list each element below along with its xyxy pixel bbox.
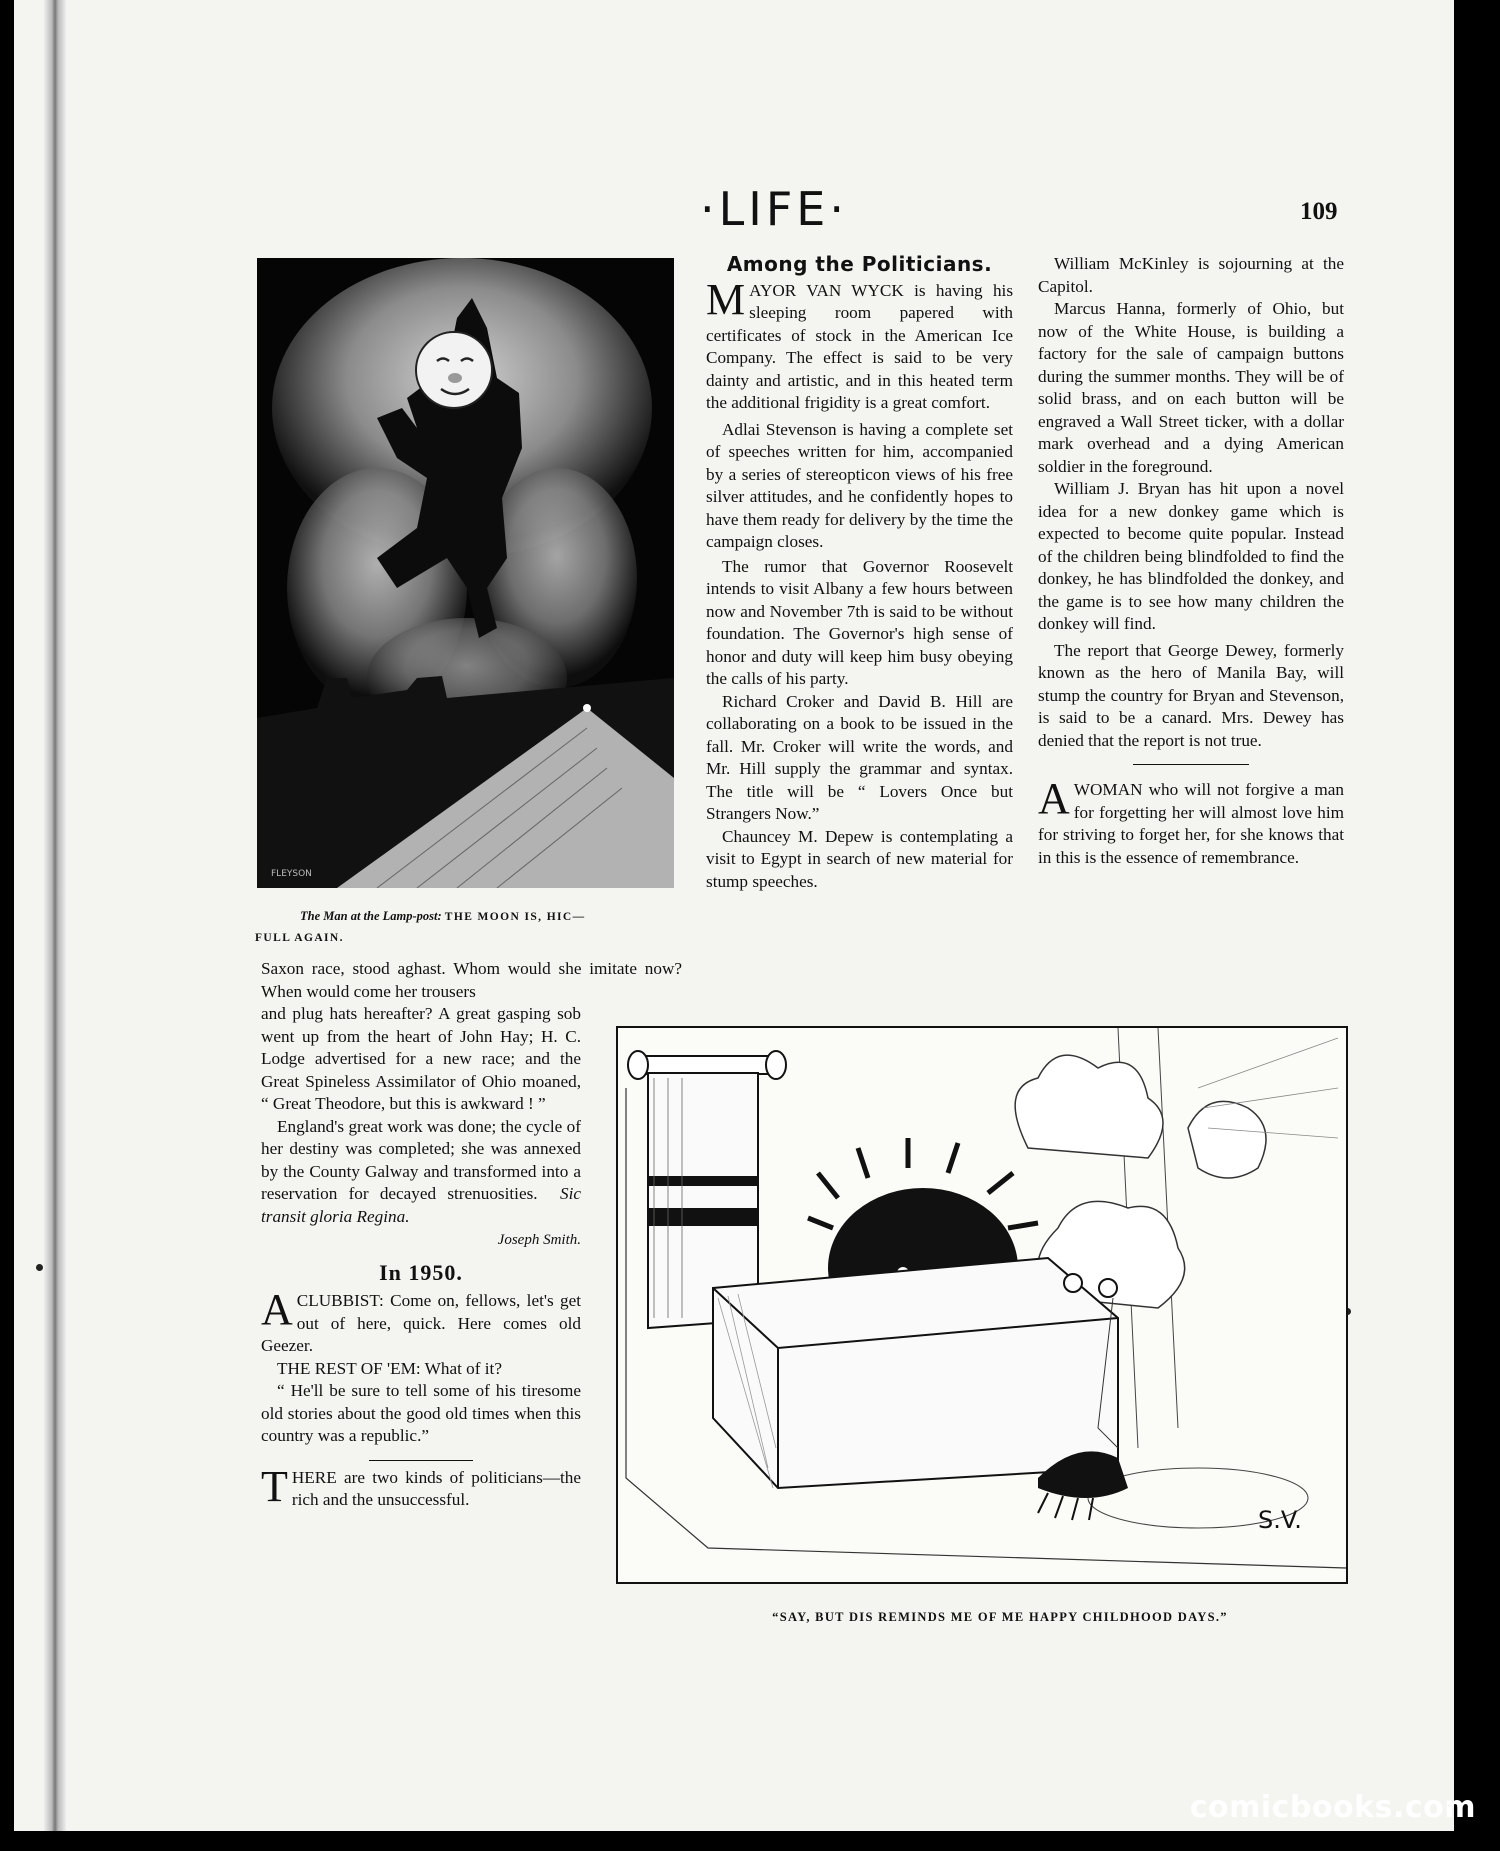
politicians-paragraph-8: William J. Bryan has hit upon a novel idea for a new donkey game which is expected to become quite popular. Instead of the children being blindfolded to find the donkey, he has blindfolded the donkey, and the game is to see how many children the donkey will find. [1038,479,1344,633]
moon-cartoon-illustration [257,258,674,888]
watermark: comicbooks.com [1189,1790,1476,1825]
signature-line [261,1228,581,1252]
politicians-paragraph-4: Richard Croker and David B. Hill are collaborating on a book to be issued in the fall. Mr. Croker will write the words, and Mr. Hill supply the grammar and syntax. The title will be “ Lovers Once but Strangers Now.” [706,691,1013,823]
speaker-1: CLUBBIST: [296,1291,384,1310]
section-divider [1133,764,1249,765]
two-kinds-text: are two kinds of politicians—the rich and the unsuccessful. [291,1467,582,1509]
dog-bath-cartoon [616,1026,1348,1584]
caption-italic: The Man at the Lamp-post: [300,909,442,923]
moon-man-drawing [257,258,674,888]
woman-paragraph [1038,774,1345,869]
politicians-paragraph-6: William McKinley is sojourning at the Capitol. [1038,254,1344,296]
left-paragraph-2: and plug hats hereafter? A great gasping sob went up from the heart of John Hay; H. C. Lodge advertised for a new race; and the Great Spineless Assimilator of Ohio moaned, “ Great Theodore, but this is awkward ! ” [261,1004,581,1113]
dog-bath-drawing [618,1028,1346,1582]
speaker-2: THE REST OF 'EM: [277,1358,421,1378]
two-kinds-dropcap: T [261,1461,288,1511]
woman-lead: WOMAN [1073,780,1143,799]
two-kinds-lead: HERE [291,1467,337,1487]
book-spine [44,0,66,1831]
latin-phrase: Sic transit gloria Regina. [261,1184,582,1226]
politicians-paragraph-3: The rumor that Governor Roosevelt intends to visit Albany a few hours between now and November 7th is said to be without foundation. The Governor's high sense of honor and duty will keep him busy obeying the calls of his party. [706,556,1013,688]
woman-dropcap: A [1038,774,1070,823]
politicians-dropcap: M [706,274,746,324]
caption-small-2: FULL AGAIN. [255,932,344,944]
left-column-top [261,958,682,1003]
politicians-text-1: is having his sleeping room papered with certificates of stock in the American Ice Company. The effect is said to be very dainty and artistic, and in this heated term the additional frigidity is a great comfort. [706,280,1014,412]
cartoonist-signature: S.V. [1258,1506,1302,1534]
dog-cartoon-caption: “SAY, BUT DIS REMINDS ME OF ME HAPPY CHILDHOOD DAYS.” [772,1610,1228,1624]
moon-cartoon-caption [255,906,670,948]
right-column [1038,253,1344,869]
author-signature: Joseph Smith. [497,1232,581,1248]
politicians-paragraph-2: Adlai Stevenson is having a complete set of speeches written for him, accompanied by a series of stereopticon views of his free silver attitudes, and he confidently hopes to have them ready for delivery by the time the campaign closes. [706,419,1013,551]
in1950-speech-1 [261,1285,581,1358]
left-paragraph-3-text: England's great work was done; the cycle of her destiny was completed; she was annexed by the County Galway and transformed into a reservation for decayed strenuosities. [261,1116,581,1203]
in1950-speech-2 [261,1358,581,1381]
left-paragraph-1: Saxon race, stood aghast. Whom would she imitate now? When would come her trousers [261,959,682,1001]
two-kinds-paragraph [261,1461,582,1512]
in1950-speech-3: “ He'll be sure to tell some of his tiresome old stories about the good old times when this country was a republic.” [261,1381,581,1445]
page-number: 109 [1300,198,1338,225]
politicians-paragraph-5: Chauncey M. Depew is contemplating a visit to Egypt in search of new material for stump speeches. [706,826,1013,891]
left-column [261,1003,581,1512]
left-paragraph-3 [261,1116,581,1229]
politicians-paragraph-9: The report that George Dewey, formerly known as the hero of Manila Bay, will stump the country for Bryan and Stevenson, is said to be a canard. Mrs. Dewey has denied that the report is not true. [1038,640,1344,750]
masthead: ·LIFE· [700,182,848,236]
speech-2: What of it? [424,1358,502,1378]
woman-text: who will not forgive a man for forgetting her will almost love him for striving to forget her, for she knows that in this is the essence of remembrance. [1038,780,1345,867]
politicians-lead: AYOR VAN WYCK [749,280,904,300]
illustrator-signature: FLEYSON [271,869,312,879]
speech-1: Come on, fellows, let's get out of here, quick. Here comes old Geezer. [261,1291,581,1355]
in1950-dropcap: A [261,1285,293,1334]
page-speck [36,1264,43,1271]
section-divider [369,1460,473,1461]
politicians-paragraph-7: Marcus Hanna, formerly of Ohio, but now of the White House, is building a factory for the sale of campaign buttons during the summer months. They will be of solid brass, and on each button will be engraved a Wall Street ticker, with a dollar mark overhead and a dying American soldier in the foreground. [1038,299,1344,476]
in1950-title: In 1950. [379,1259,463,1285]
caption-small-1: THE MOON IS, HIC— [444,911,586,923]
middle-column [706,253,1013,893]
politicians-paragraph-1 [706,274,1014,415]
politicians-title: Among the Politicians. [726,252,993,276]
